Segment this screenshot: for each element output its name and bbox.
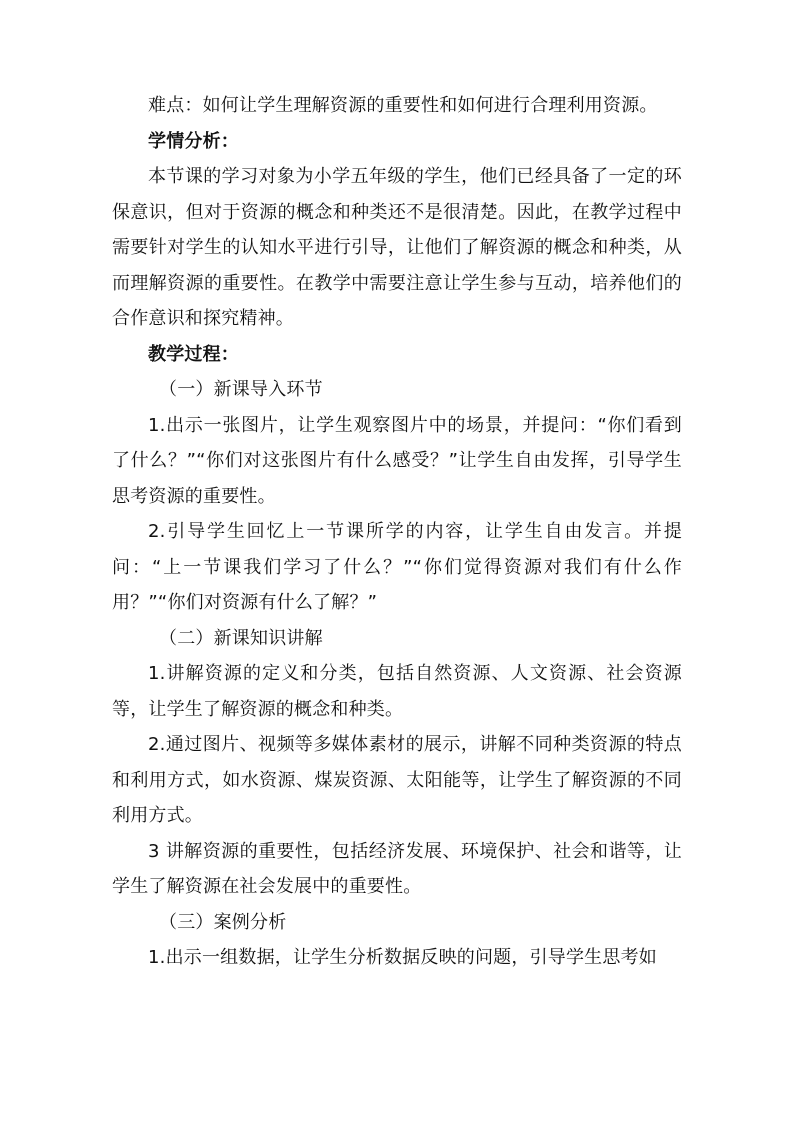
section-heading-intro: （一）新课导入环节 (159, 379, 323, 400)
knowledge-item-1: 1.讲解资源的定义和分类，包括自然资源、人文资源、社会资源等，让学生了解资源的概念和种类。 (112, 663, 682, 720)
section-heading-knowledge: （二）新课知识讲解 (159, 627, 323, 649)
difficulty-paragraph: 难点：如何让学生理解资源的重要性和如何进行合理利用资源。 (148, 95, 658, 116)
intro-item-1: 1.出示一张图片，让学生观察图片中的场景，并提问：“你们看到了什么？”“你们对这张图片有什么感受？”让学生自由发挥，引导学生思考资源的重要性。 (112, 414, 682, 507)
knowledge-item-3: 3 讲解资源的重要性，包括经济发展、环境保护、社会和谐等，让学生了解资源在社会发展中的重要性。 (112, 840, 682, 897)
intro-item-2: 2.引导学生回忆上一节课所学的内容，让学生自由发言。并提问：“上一节课我们学习了什么？”“你们觉得资源对我们有什么作用？”“你们对资源有什么了解？” (112, 521, 682, 613)
document-page (112, 88, 682, 976)
teaching-process-heading: 教学过程： (148, 343, 239, 365)
case-item-1: 1.出示一组数据，让学生分析数据反映的问题，引导学生思考如 (148, 947, 657, 968)
knowledge-item-2: 2.通过图片、视频等多媒体素材的展示，讲解不同种类资源的特点和利用方式，如水资源、煤炭资源、太阳能等，让学生了解资源的不同利用方式。 (112, 734, 682, 826)
learning-analysis-paragraph: 本节课的学习对象为小学五年级的学生，他们已经具备了一定的环保意识，但对于资源的概念和种类还不是很清楚。因此，在教学过程中需要针对学生的认知水平进行引导，让他们了解资源的概念和种类，从而理解资源的重要性。在教学中需要注意让学生参与互动，培养他们的合作意识和探究精神。 (112, 166, 682, 329)
learning-analysis-heading: 学情分析： (148, 130, 239, 152)
section-heading-case: （三）案例分析 (159, 911, 287, 933)
